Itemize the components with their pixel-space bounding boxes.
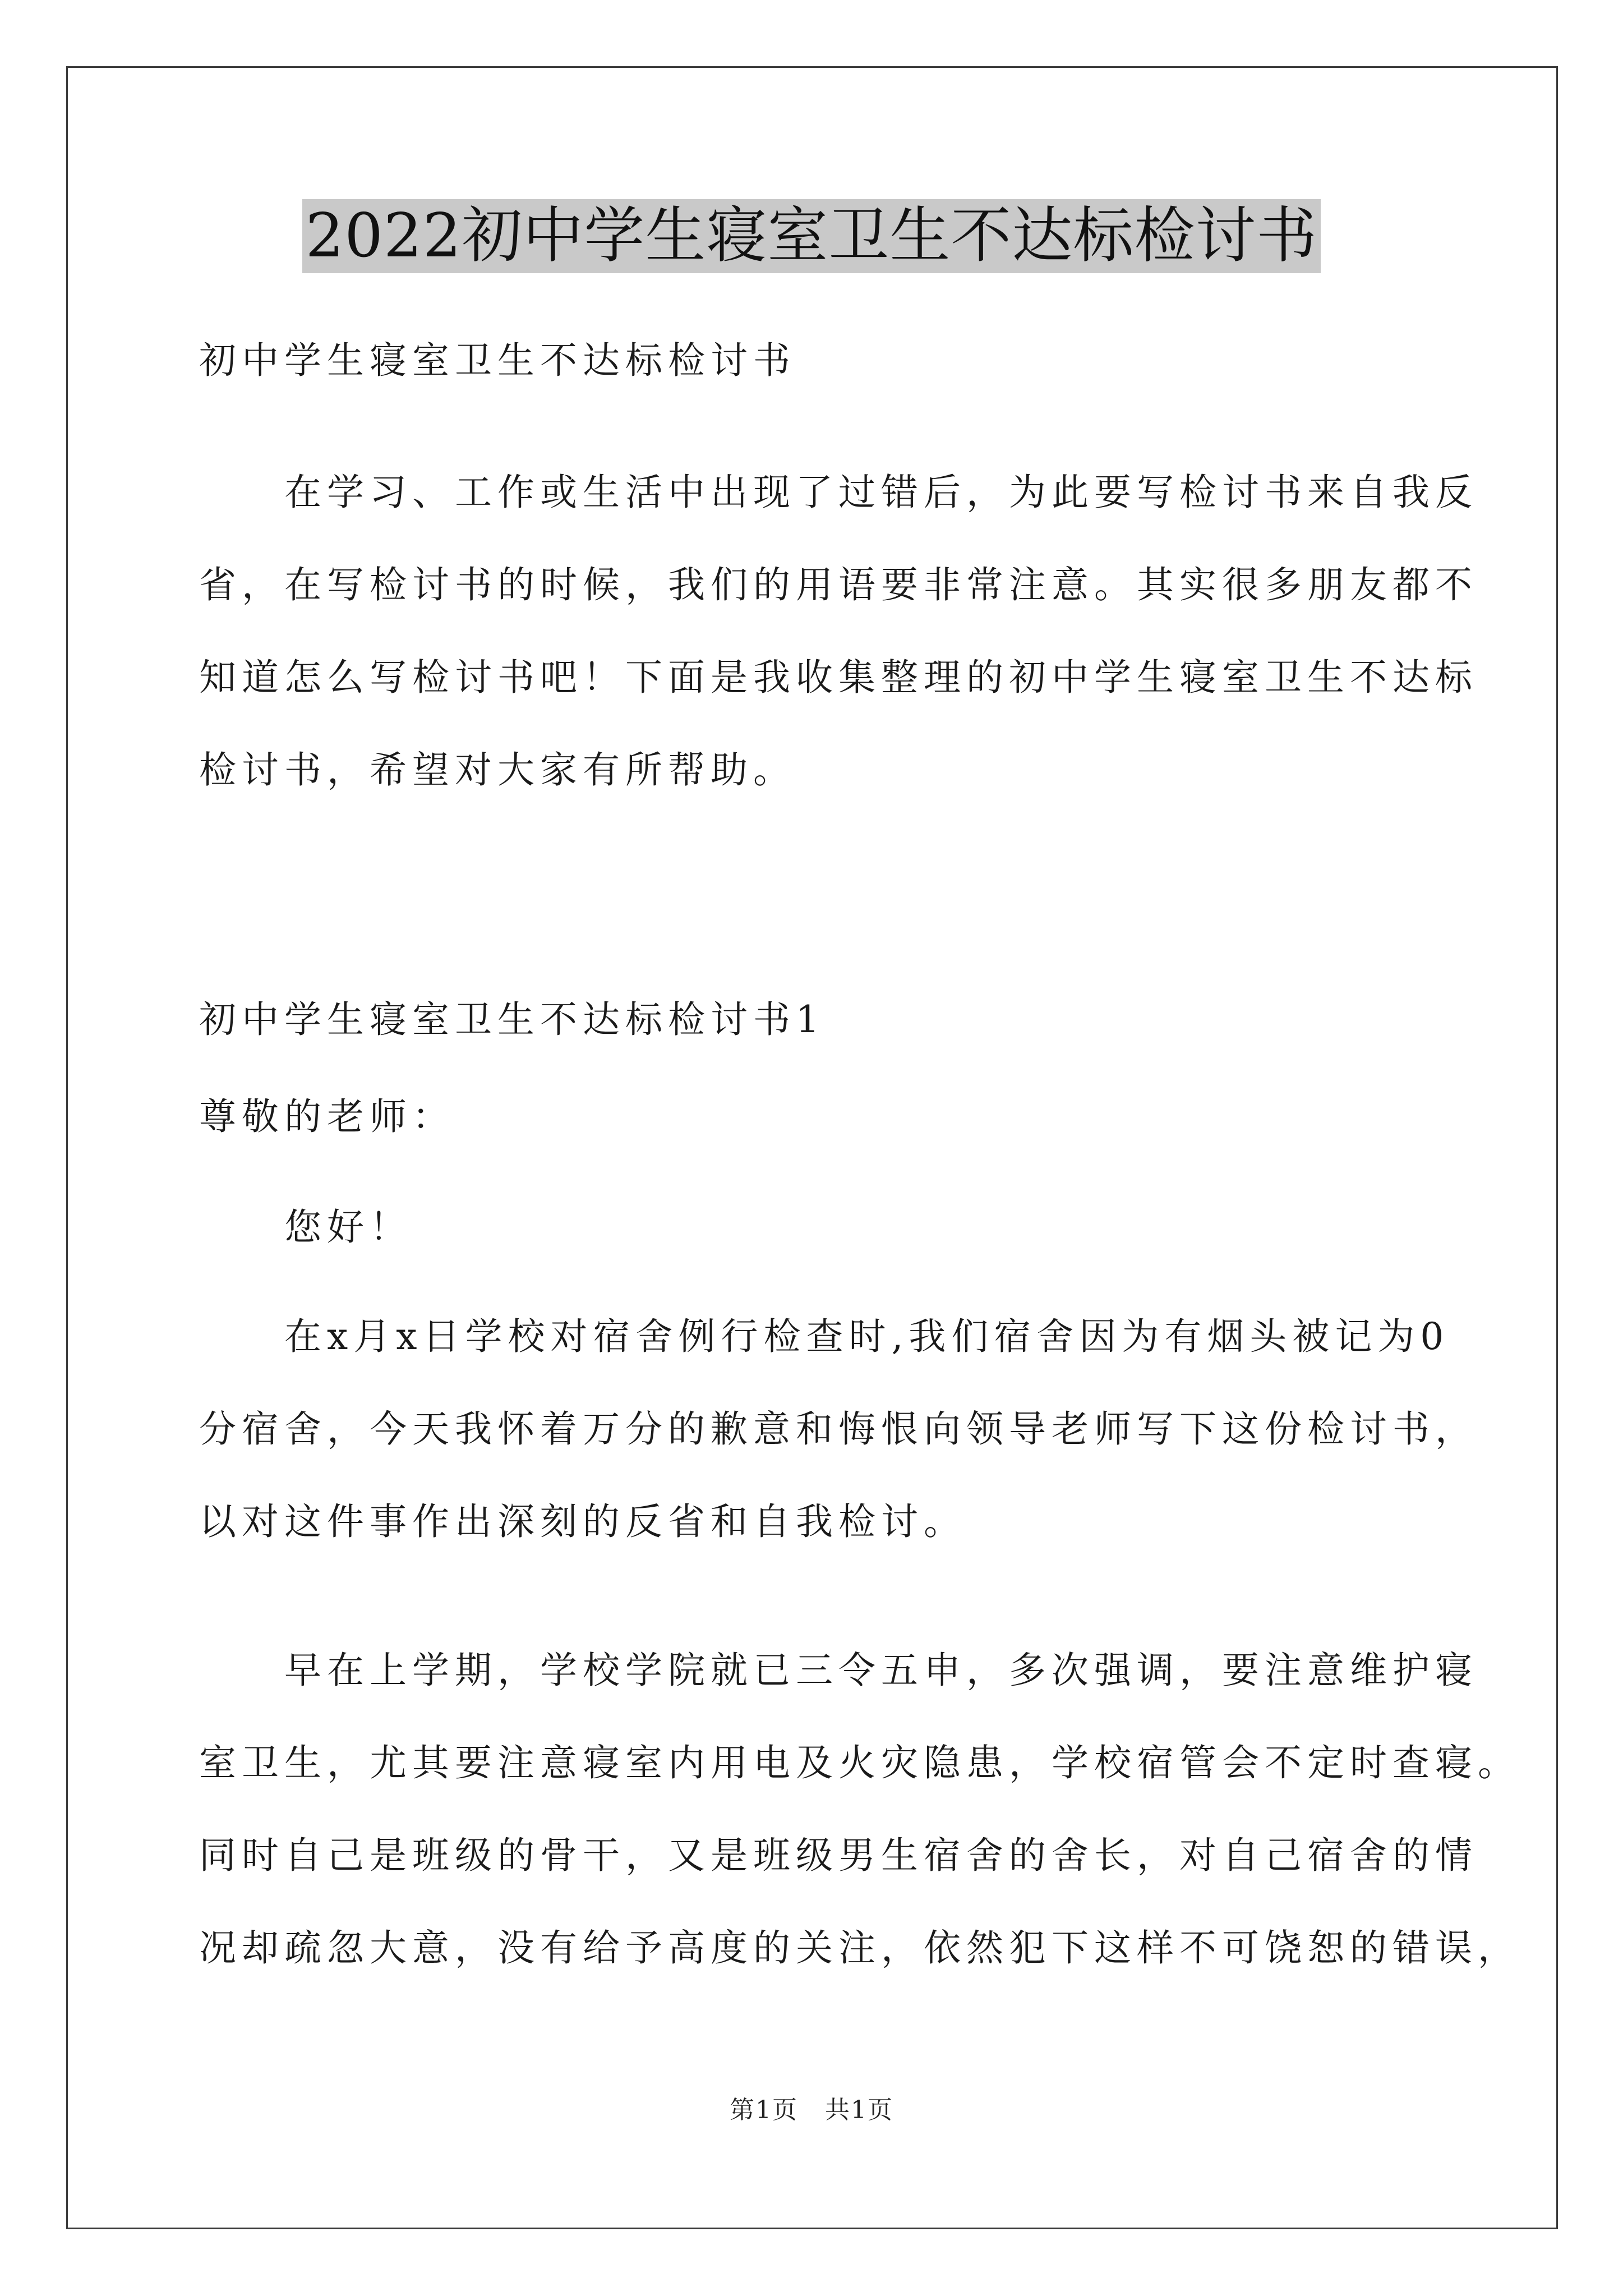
body-line: 在x月x日学校对宿舍例行检查时,我们宿舍因为有烟头被记为0 [199, 1315, 1450, 1358]
body-line: 早在上学期，学校学院就已三令五申，多次强调，要注意维护寝 [199, 1649, 1478, 1692]
greeting [199, 1181, 1433, 1273]
body-line: 室卫生，尤其要注意寝室内用电及火灾隐患，学校宿管会不定时查寝。 [199, 1741, 1520, 1784]
intro-line: 省，在写检讨书的时候，我们的用语要非常注意。其实很多朋友都不 [199, 563, 1478, 606]
intro-line: 知道怎么写检讨书吧！下面是我收集整理的初中学生寝室卫生不达标 [199, 656, 1478, 699]
subtitle [199, 314, 1433, 407]
title-container [0, 199, 1623, 273]
document-title: 2022初中学生寝室卫生不达标检讨书 [302, 199, 1321, 273]
intro-line: 在学习、工作或生活中出现了过错后，为此要写检讨书来自我反 [199, 471, 1478, 514]
page-number: 第1页 [730, 2096, 798, 2124]
body-paragraph-1 [199, 1290, 1478, 1568]
body-line: 以对这件事作出深刻的反省和自我检讨。 [199, 1500, 966, 1543]
subtitle-text: 初中学生寝室卫生不达标检讨书 [199, 339, 796, 382]
body-line: 况却疏忽大意，没有给予高度的关注，依然犯下这样不可饶恕的错误， [199, 1926, 1520, 1970]
section-heading-text: 初中学生寝室卫生不达标检讨书1 [199, 998, 825, 1041]
section-heading [199, 973, 1433, 1066]
page-footer [0, 2090, 1623, 2125]
intro-line: 检讨书，希望对大家有所帮助。 [199, 748, 796, 792]
body-line: 同时自己是班级的骨干，又是班级男生宿舍的舍长，对自己宿舍的情 [199, 1834, 1478, 1877]
body-line: 分宿舍，今天我怀着万分的歉意和悔恨向领导老师写下这份检讨书， [199, 1407, 1478, 1451]
salutation [199, 1070, 1433, 1163]
greeting-text: 您好！ [199, 1205, 412, 1249]
body-paragraph-2 [199, 1624, 1520, 1994]
salutation-text: 尊敬的老师： [199, 1095, 455, 1138]
page-total: 共1页 [825, 2096, 893, 2124]
intro-paragraph [199, 446, 1478, 816]
